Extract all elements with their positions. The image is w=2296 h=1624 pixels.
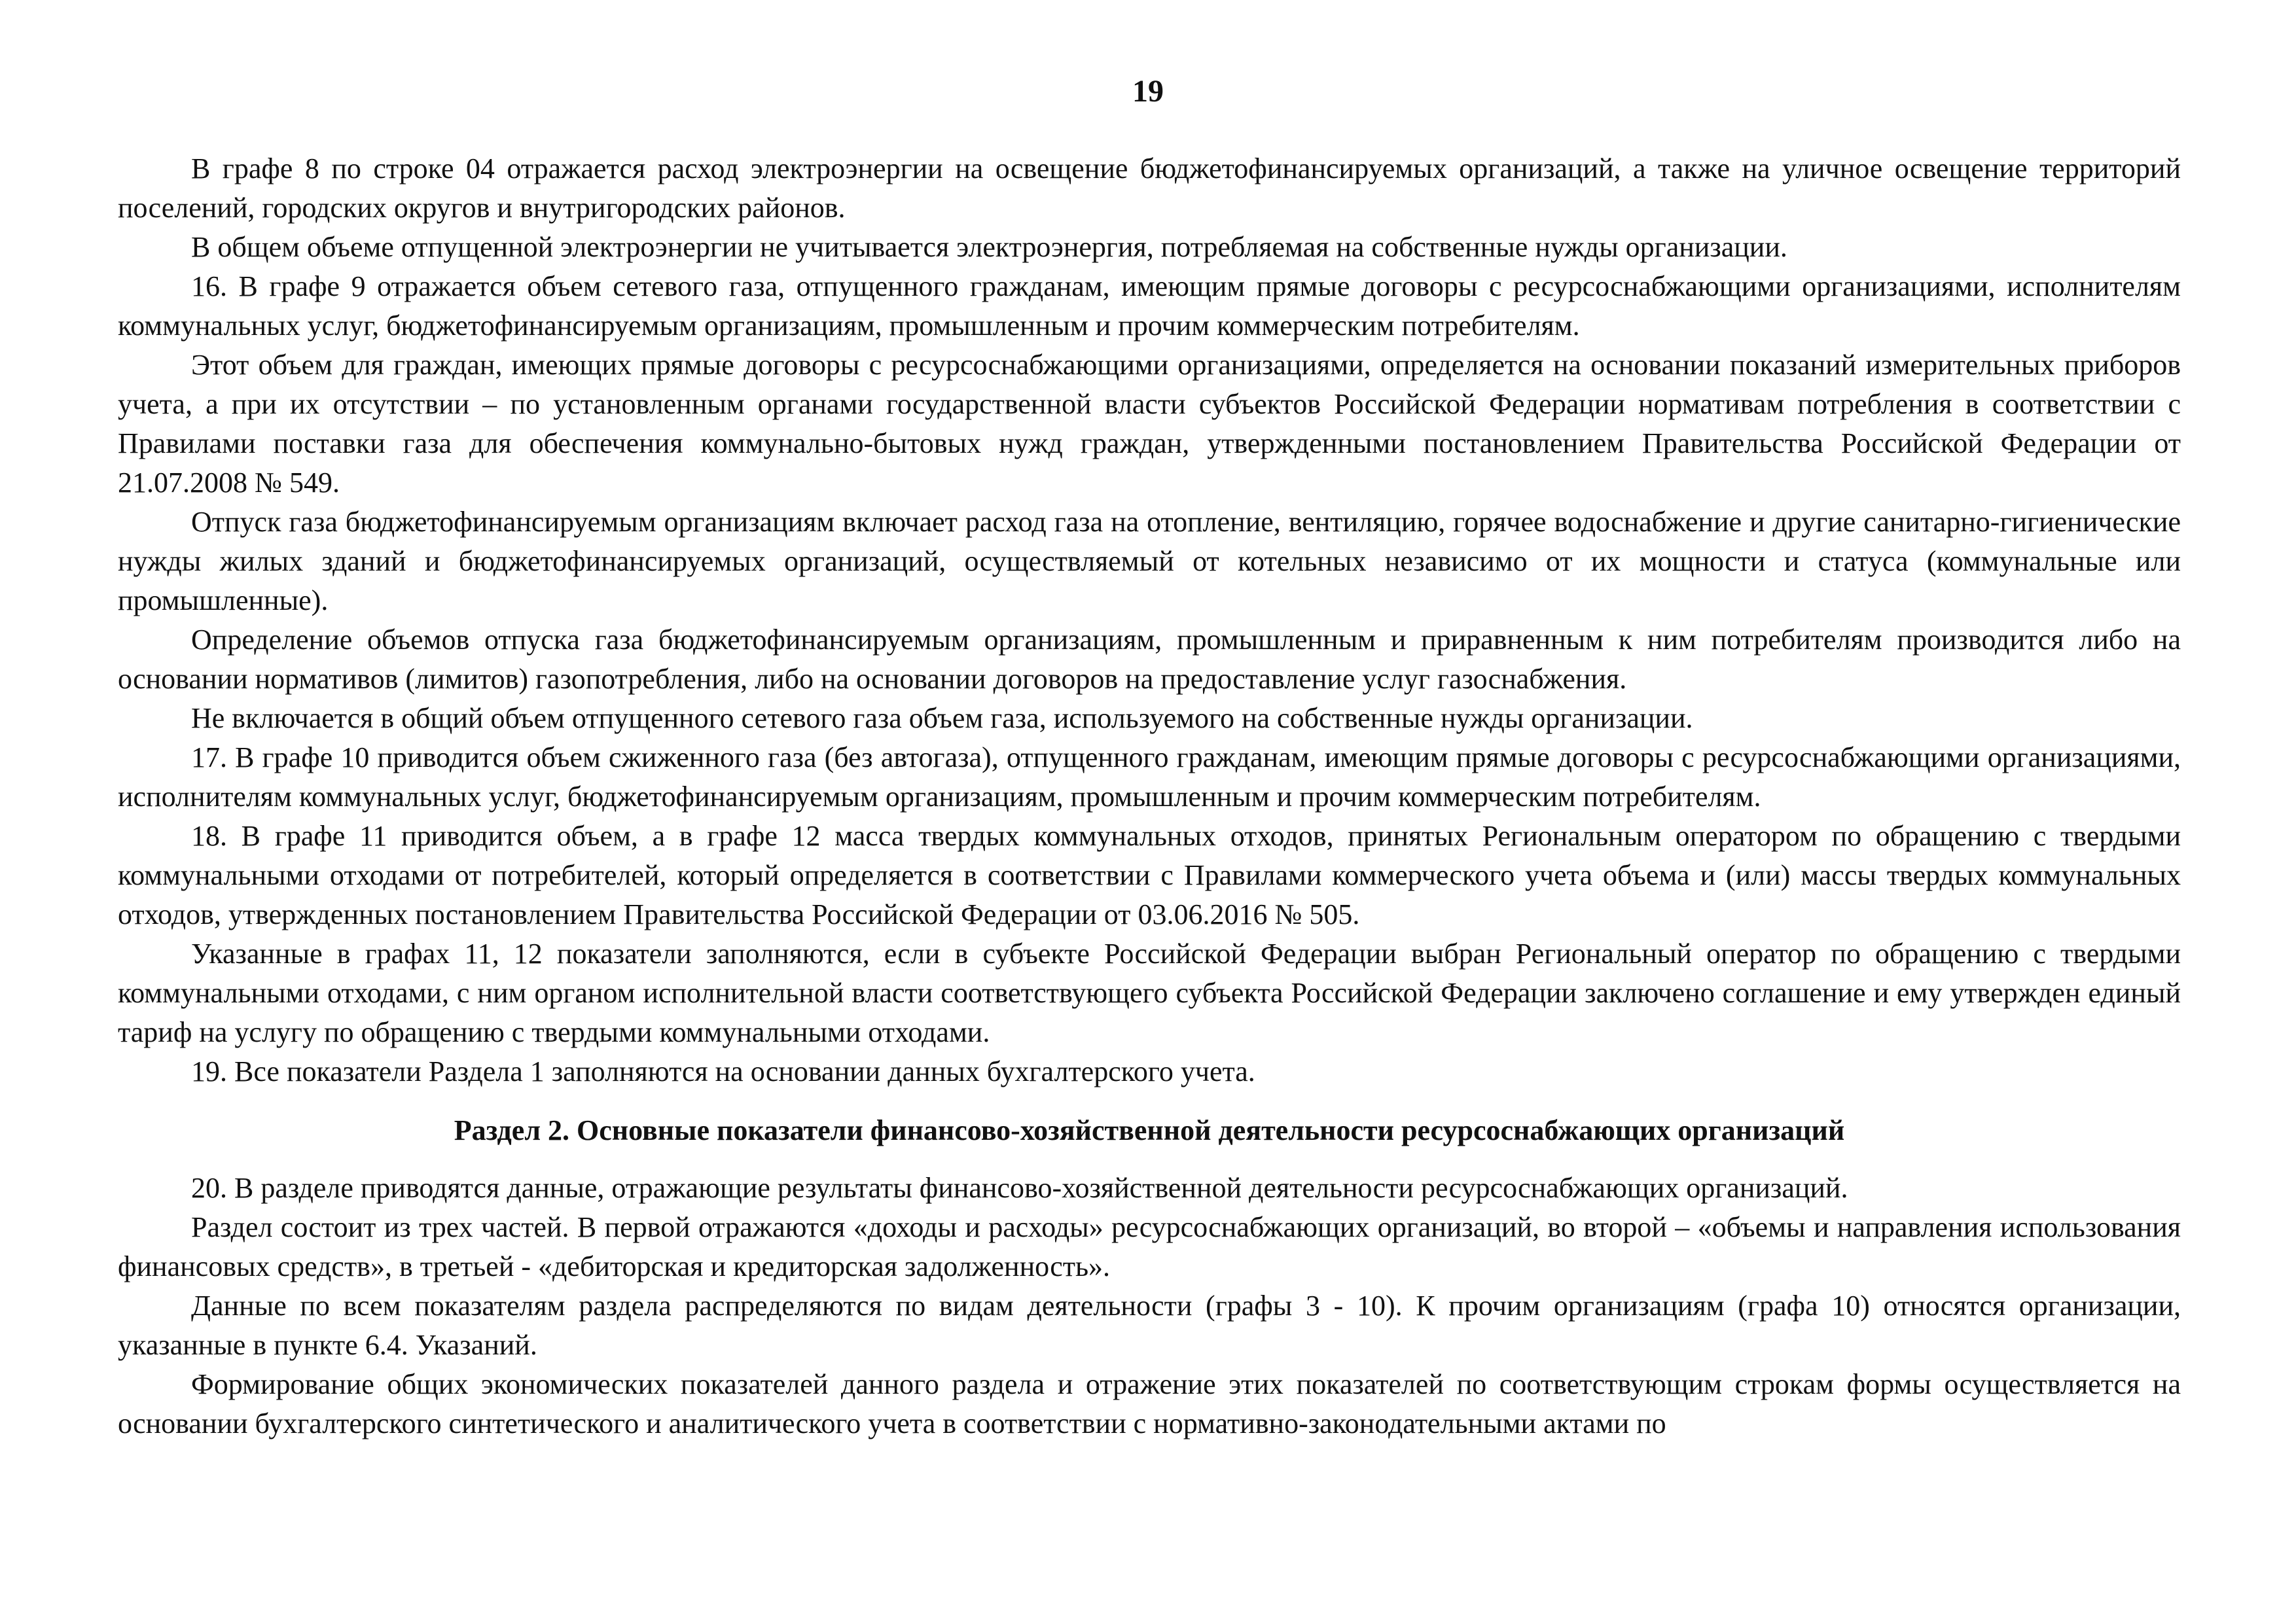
section-2-heading: Раздел 2. Основные показатели финансово-хозяйственной деятельности ресурсоснабжающих организаций: [454, 1114, 1845, 1146]
paragraph-gas-budget-orgs: Отпуск газа бюджетофинансируемым организациям включает расход газа на отопление, вентиляцию, горячее водоснабжение и другие санитарно-гигиенические нужды жилых зданий и бюджетофинансируемых организаций, осуществляемый от котельных независимо от их мощности и статуса (коммунальные или промышленные).: [118, 506, 2181, 616]
paragraph-gas-own-needs: Не включается в общий объем отпущенного сетевого газа объем газа, используемого на собственные нужды организации.: [191, 702, 1693, 734]
paragraph-18: 18. В графе 11 приводится объем, а в графе 12 масса твердых коммунальных отходов, принятых Региональным оператором по обращению с твердыми коммунальными отходами от потребителей, который определяется в соответствии с Правилами коммерческого учета объема и (или) массы твердых коммунальных отходов, утвержденных постановлением Правительства Российской Федерации от 03.06.2016 № 505.: [118, 820, 2181, 930]
paragraph-graphs-11-12: Указанные в графах 11, 12 показатели заполняются, если в субъекте Российской Федерации выбран Региональный оператор по обращению с твердыми коммунальными отходами, с ним органом исполнительной власти соответствующего субъекта Российской Федерации заключено соглашение и ему утвержден единый тариф на услугу по обращению с твердыми коммунальными отходами.: [118, 938, 2181, 1048]
paragraph-graph-8: В графе 8 по строке 04 отражается расход электроэнергии на освещение бюджетофинансируемых организаций, а также на уличное освещение территорий поселений, городских округов и внутригородских районов.: [118, 152, 2181, 224]
paragraph-indicator-formation: Формирование общих экономических показателей данного раздела и отражение этих показателей по соответствующим строкам формы осуществляется на основании бухгалтерского синтетического и аналитического учета в соответствии с нормативно-законодательными актами по: [118, 1368, 2181, 1439]
paragraph-gas-volume-citizens: Этот объем для граждан, имеющих прямые договоры с ресурсоснабжающими организациями, определяется на основании показаний измерительных приборов учета, а при их отсутствии – по установленным органами государственной власти субъектов Российской Федерации нормативам потребления в соответствии с Правилами поставки газа для обеспечения коммунально-бытовых нужд граждан, утвержденными постановлением Правительства Российской Федерации от 21.07.2008 № 549.: [118, 349, 2181, 499]
paragraph-16: 16. В графе 9 отражается объем сетевого газа, отпущенного гражданам, имеющим прямые договоры с ресурсоснабжающими организациями, исполнителям коммунальных услуг, бюджетофинансируемым организациям, промышленным и прочим коммерческим потребителям.: [118, 270, 2181, 342]
paragraph-19: 19. Все показатели Раздела 1 заполняются на основании данных бухгалтерского учета.: [191, 1055, 1255, 1087]
paragraph-17: 17. В графе 10 приводится объем сжиженного газа (без автогаза), отпущенного гражданам, имеющим прямые договоры с ресурсоснабжающими организациями, исполнителям коммунальных услуг, бюджетофинансируемым организациям, промышленным и прочим коммерческим потребителям.: [118, 741, 2181, 813]
paragraph-section-parts: Раздел состоит из трех частей. В первой отражаются «доходы и расходы» ресурсоснабжающих организаций, во второй – «объемы и направления использования финансовых средств», в третьей - «дебиторская и кредиторская задолженность».: [118, 1211, 2181, 1282]
paragraph-20: 20. В разделе приводятся данные, отражающие результаты финансово-хозяйственной деятельности ресурсоснабжающих организаций.: [191, 1172, 1848, 1204]
paragraph-electricity-own-needs: В общем объеме отпущенной электроэнергии не учитывается электроэнергия, потребляемая на собственные нужды организации.: [191, 231, 1787, 263]
document-body: [118, 149, 2181, 1443]
page-number: 19: [1132, 74, 1164, 109]
paragraph-activity-distribution: Данные по всем показателям раздела распределяются по видам деятельности (графы 3 - 10). К прочим организациям (графа 10) относятся организации, указанные в пункте 6.4. Указаний.: [118, 1290, 2181, 1361]
paragraph-gas-volume-determination: Определение объемов отпуска газа бюджетофинансируемым организациям, промышленным и приравненным к ним потребителям производится либо на основании нормативов (лимитов) газопотребления, либо на основании договоров на предоставление услуг газоснабжения.: [118, 624, 2181, 695]
